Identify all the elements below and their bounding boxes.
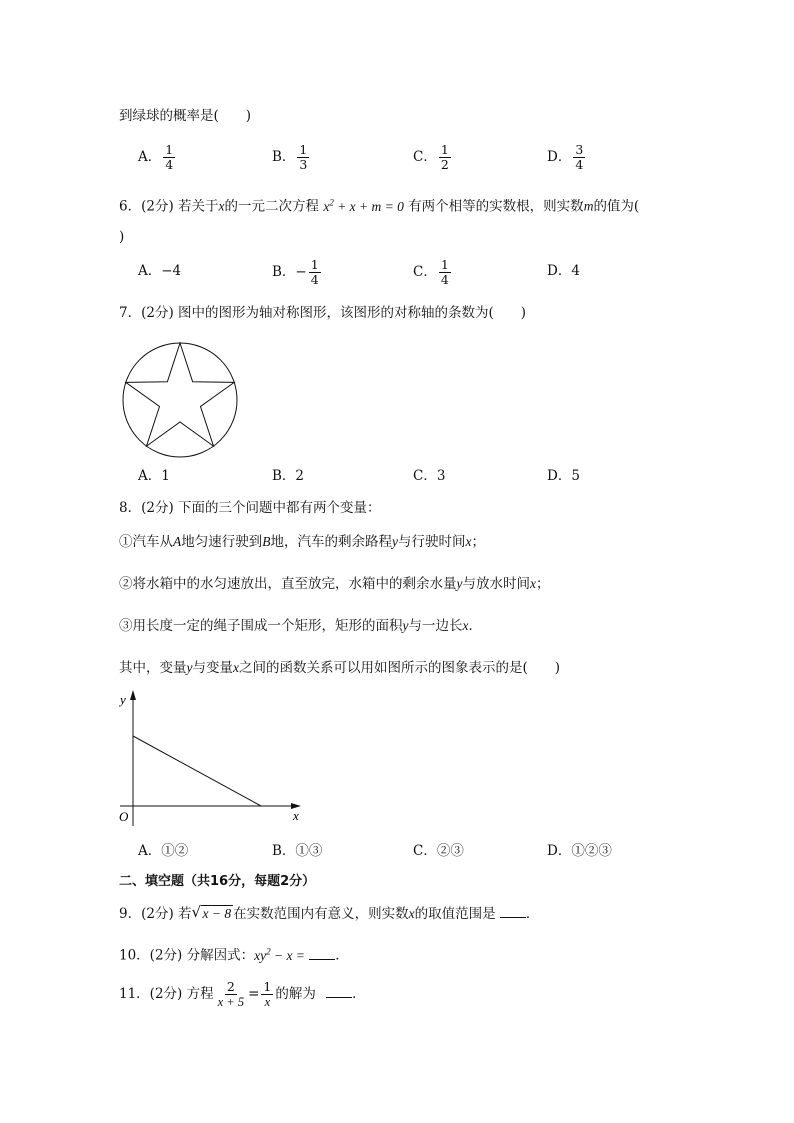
q8-option-d[interactable]: D．①②③ <box>547 843 612 859</box>
q5-option-c-fraction: $\frac{1}{2}$ <box>440 142 449 172</box>
q8-option-a[interactable]: A．①② <box>138 843 189 859</box>
q8-item-2: ②将水箱中的水匀速放出，直至放完，水箱中的剩余水量y与放水时间x； <box>119 576 550 592</box>
q6-close-paren: ) <box>119 229 125 245</box>
q11-rhs-fraction: $\frac{1}{x}$ <box>263 979 272 1009</box>
line-graph-figure <box>115 688 310 828</box>
figure-star <box>126 343 234 446</box>
q11-lhs-fraction: $\frac{2}{x + 5}$ <box>217 979 245 1009</box>
q9-square-root: √ x − 8 <box>191 903 232 921</box>
graph-x-label: x <box>293 808 299 823</box>
q8-question: 其中，变量y与变量x之间的函数关系可以用如图所示的图象表示的是( ) <box>119 660 561 676</box>
q7-option-d[interactable]: D．5 <box>547 468 580 484</box>
q5-option-a-letter: A． <box>138 149 162 165</box>
q5-stem-tail: 到绿球的概率是( ) <box>119 108 252 124</box>
q9-stem: 9．(2分) 若 √ x − 8 在实数范围内有意义，则实数x的取值范围是 ． <box>119 903 540 922</box>
q7-option-a[interactable]: A．1 <box>138 468 170 484</box>
graph-y-arrow <box>130 690 136 700</box>
q11-stem: 11．(2分) 方程 $\frac{2}{x + 5}$ = $\frac{1}{x}$ 的解为 ． <box>119 979 366 1009</box>
q5-option-c-letter: C． <box>413 149 437 165</box>
graph-y-label: y <box>120 692 126 707</box>
q8-item-1: ①汽车从A地匀速行驶到B地，汽车的剩余路程y与行驶时间x； <box>119 534 485 550</box>
q8-stem: 8．(2分) 下面的三个问题中都有两个变量： <box>119 500 381 516</box>
q7-option-c[interactable]: C．3 <box>413 468 446 484</box>
q6-var-m: m <box>583 198 594 214</box>
graph-origin-label: O <box>119 809 129 824</box>
q5-option-a[interactable] <box>138 143 177 172</box>
q10-expression: $xy^2 - x$ = <box>254 946 305 963</box>
q8-item-3: ③用长度一定的绳子围成一个矩形，矩形的面积y与一边长x． <box>119 618 482 634</box>
q6-option-a[interactable]: A．−4 <box>138 263 182 279</box>
q10-answer-blank[interactable] <box>309 947 335 960</box>
q5-option-b-fraction: $\frac{1}{3}$ <box>299 142 308 172</box>
graph-decreasing-line <box>133 736 261 806</box>
q8-option-c[interactable]: C．②③ <box>413 843 464 859</box>
q8-option-b[interactable]: B．①③ <box>272 843 323 859</box>
q5-option-b-letter: B． <box>272 149 296 165</box>
q5-option-c[interactable] <box>413 143 453 172</box>
q5-option-d[interactable] <box>547 143 587 172</box>
q6-option-b[interactable]: B．− $\frac{1}{4}$ <box>272 257 319 287</box>
q11-answer-blank[interactable] <box>326 985 352 998</box>
q7-option-b[interactable]: B．2 <box>272 468 305 484</box>
q6-option-b-fraction: $\frac{1}{4}$ <box>310 257 319 287</box>
q5-option-d-fraction: $\frac{3}{4}$ <box>575 142 584 172</box>
q6-stem: 6．(2分) 若关于x的一元二次方程 $x^2 + x + m = 0$ 有两个相等的实数根，则实数m的值为( <box>119 197 640 215</box>
q5-option-a-fraction: $\frac{1}{4}$ <box>165 142 174 172</box>
circle-star-figure <box>118 338 242 462</box>
q9-answer-blank[interactable] <box>500 905 526 918</box>
q6-equation: $x^2 + x + m = 0$ <box>323 197 404 214</box>
q7-stem: 7．(2分) 图中的图形为轴对称图形，该图形的对称轴的条数为( ) <box>119 305 527 321</box>
q5-option-b[interactable] <box>272 143 311 172</box>
q6-option-d[interactable]: D．4 <box>547 263 580 279</box>
section-2-heading: 二、填空题（共16分，每题2分） <box>119 874 316 889</box>
q6-option-c-fraction: $\frac{1}{4}$ <box>440 257 449 287</box>
q10-stem: 10．(2分) 分解因式：$xy^2 - x$ = ． <box>119 946 349 964</box>
q6-option-c[interactable]: C． $\frac{1}{4}$ <box>413 257 449 287</box>
q6-var-x: x <box>218 198 225 214</box>
q5-option-d-letter: D． <box>547 149 572 165</box>
figure-circle <box>123 343 237 457</box>
